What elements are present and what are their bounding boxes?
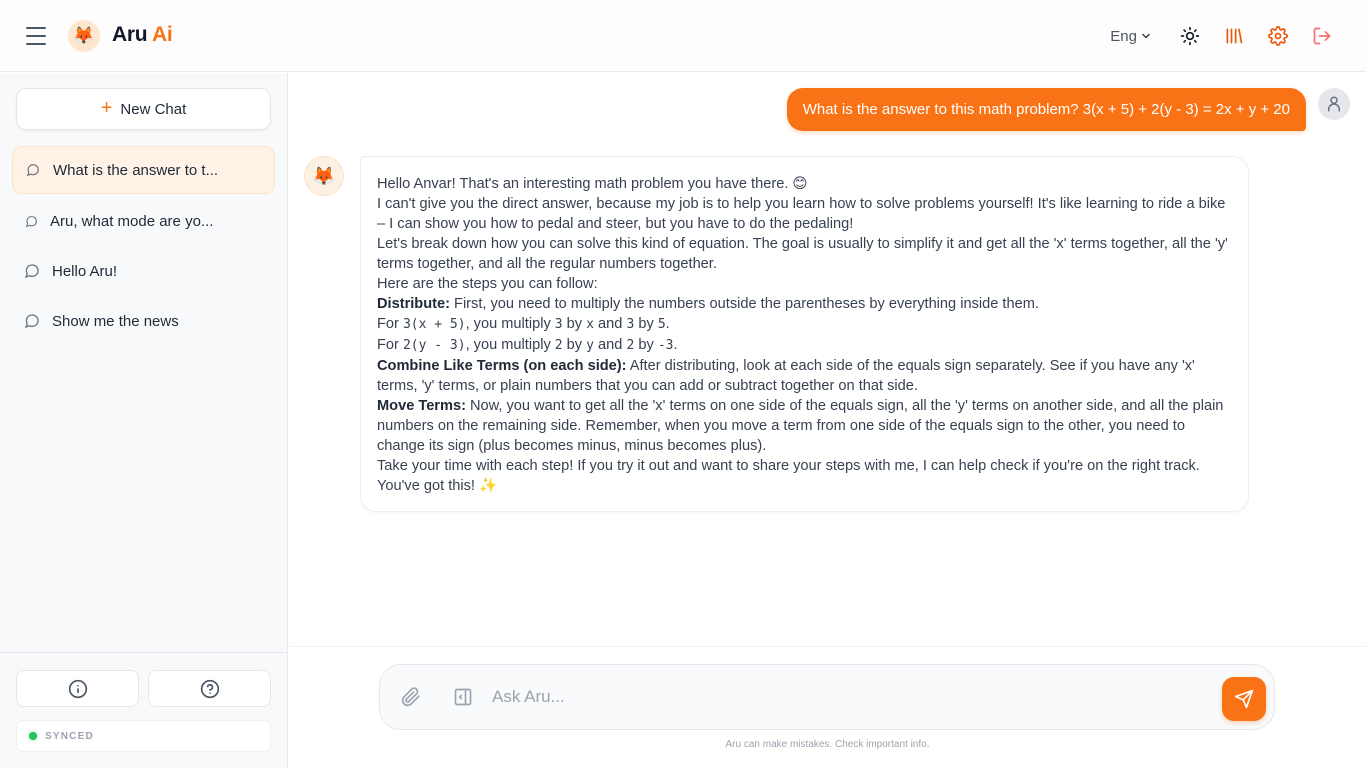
chat-history-item[interactable] — [12, 146, 275, 194]
step-title: Distribute: — [377, 296, 450, 312]
user-message-text: What is the answer to this math problem? 3(x + 5) + 2(y - 3) = 2x + y + 20 — [802, 101, 1290, 118]
chat-bubble-icon — [24, 263, 40, 279]
chat-bubble-icon — [24, 313, 40, 329]
inline-code: 3 — [626, 317, 635, 332]
message-paragraph: I can't give you the direct answer, because my job is to help you learn how to solve problems yourself! It's like learning to ride a bike – I can show you how to pedal and steer, but you have to do the pedaling! — [377, 196, 1226, 232]
send-icon — [1234, 689, 1254, 709]
composer-area — [289, 646, 1366, 768]
help-circle-icon — [200, 679, 220, 699]
message-paragraph: Here are the steps you can follow: — [377, 276, 598, 292]
step-text: Now, you want to get all the 'x' terms on one side of the equals sign, all the 'y' terms on another side, and all the plain numbers on the remaining side. Remember, when you move a term from one side of the equals sign to the other, you need to change its sign (plus becomes minus, minus becomes plus). — [377, 398, 1224, 454]
step-title: Combine Like Terms (on each side): — [377, 358, 627, 374]
chat-title: Aru, what mode are yo... — [50, 212, 214, 230]
message-paragraph: Hello Anvar! That's an interesting math problem you have there. 😊 — [377, 176, 808, 192]
brand-title — [112, 23, 172, 47]
sun-icon — [1180, 26, 1200, 46]
inline-code: 5 — [657, 317, 666, 332]
message-paragraph: You've got this! ✨ — [377, 478, 498, 494]
settings-button[interactable] — [1256, 20, 1300, 52]
plus-icon: + — [100, 97, 113, 119]
inline-code: 3(x + 5) — [402, 317, 466, 332]
top-header — [0, 0, 1366, 72]
attach-button[interactable] — [400, 686, 422, 708]
text: by — [562, 316, 587, 332]
header-actions — [1110, 20, 1344, 52]
sidebar — [0, 73, 288, 768]
step-title: Move Terms: — [377, 398, 466, 414]
step-text: After distributing, look at each side of the equals sign separately. See if you have any 'x' terms, 'y' terms, or plain numbers that you can add or subtract together on that side. — [377, 358, 1195, 394]
message-input[interactable] — [492, 681, 1192, 713]
text: . — [673, 337, 678, 353]
chat-history-item[interactable] — [12, 197, 275, 245]
message-paragraph: Take your time with each step! If you try it out and want to share your steps with me, I can help check if you're on the right track. — [377, 458, 1200, 474]
language-label: Eng — [1110, 27, 1137, 45]
sync-status-label: SYNCED — [45, 730, 94, 742]
text: For — [377, 337, 403, 353]
step-distribute — [377, 294, 1232, 314]
library-button[interactable] — [1212, 20, 1256, 52]
chevron-down-icon — [1140, 30, 1152, 42]
new-chat-label: New Chat — [120, 100, 187, 118]
status-dot-icon — [29, 732, 37, 740]
inline-code: 3 — [554, 317, 563, 332]
text: For — [377, 316, 403, 332]
panel-left-icon — [453, 687, 473, 707]
text: , you multiply — [465, 316, 555, 332]
text: and — [593, 337, 627, 353]
language-select[interactable] — [1110, 28, 1152, 45]
paperclip-icon — [401, 687, 421, 707]
logout-icon — [1312, 26, 1332, 46]
composer — [379, 664, 1275, 730]
chat-title: Hello Aru! — [52, 262, 118, 280]
text: , you multiply — [465, 337, 555, 353]
user-avatar[interactable] — [1318, 88, 1350, 120]
step-text: First, you need to multiply the numbers outside the parentheses by everything inside them. — [449, 296, 1039, 312]
info-icon — [68, 679, 88, 699]
example-line — [377, 335, 1232, 356]
assistant-message — [360, 156, 1249, 512]
logo-fox-icon: 🦊 — [68, 20, 100, 52]
chat-bubble-icon — [25, 162, 41, 178]
inline-code: 2(y - 3) — [402, 338, 466, 353]
settings-icon — [1268, 26, 1288, 46]
toggle-panel-button[interactable] — [452, 686, 474, 708]
inline-code: 2 — [626, 338, 635, 353]
sidebar-footer — [0, 652, 287, 768]
inline-code: y — [586, 338, 594, 353]
step-move — [377, 396, 1232, 456]
chat-title: What is the answer to t... — [53, 161, 219, 179]
inline-code: 2 — [554, 338, 563, 353]
info-button[interactable] — [16, 670, 139, 707]
inline-code: x — [586, 317, 594, 332]
example-line — [377, 314, 1232, 335]
chat-history-item[interactable] — [12, 247, 275, 295]
text: by — [634, 337, 658, 353]
logout-button[interactable] — [1300, 20, 1344, 52]
text: and — [593, 316, 627, 332]
bot-avatar: 🦊 — [304, 156, 344, 196]
send-button[interactable] — [1222, 677, 1266, 721]
text: by — [634, 316, 658, 332]
user-message — [787, 88, 1306, 131]
help-button[interactable] — [148, 670, 271, 707]
message-paragraph: Let's break down how you can solve this kind of equation. The goal is usually to simplify it and get all the 'x' terms together, all the 'y' terms together, and all the regular numbers together. — [377, 236, 1228, 272]
chat-bubble-icon — [23, 213, 39, 229]
menu-icon[interactable] — [24, 24, 48, 48]
new-chat-button[interactable] — [16, 88, 271, 130]
chat-area — [289, 73, 1366, 646]
sync-status — [16, 720, 271, 752]
step-combine — [377, 356, 1232, 396]
theme-toggle-button[interactable] — [1168, 20, 1212, 52]
chat-title: Show me the news — [52, 312, 179, 330]
chat-history-item[interactable] — [12, 297, 275, 345]
library-icon — [1224, 26, 1244, 46]
text: . — [665, 316, 670, 332]
inline-code: -3 — [657, 338, 674, 353]
brand-name: Aru — [112, 23, 148, 46]
brand-suffix: Ai — [152, 23, 173, 46]
disclaimer-text: Aru can make mistakes. Check important info. — [725, 739, 930, 750]
text: by — [562, 337, 587, 353]
user-icon — [1325, 95, 1343, 113]
